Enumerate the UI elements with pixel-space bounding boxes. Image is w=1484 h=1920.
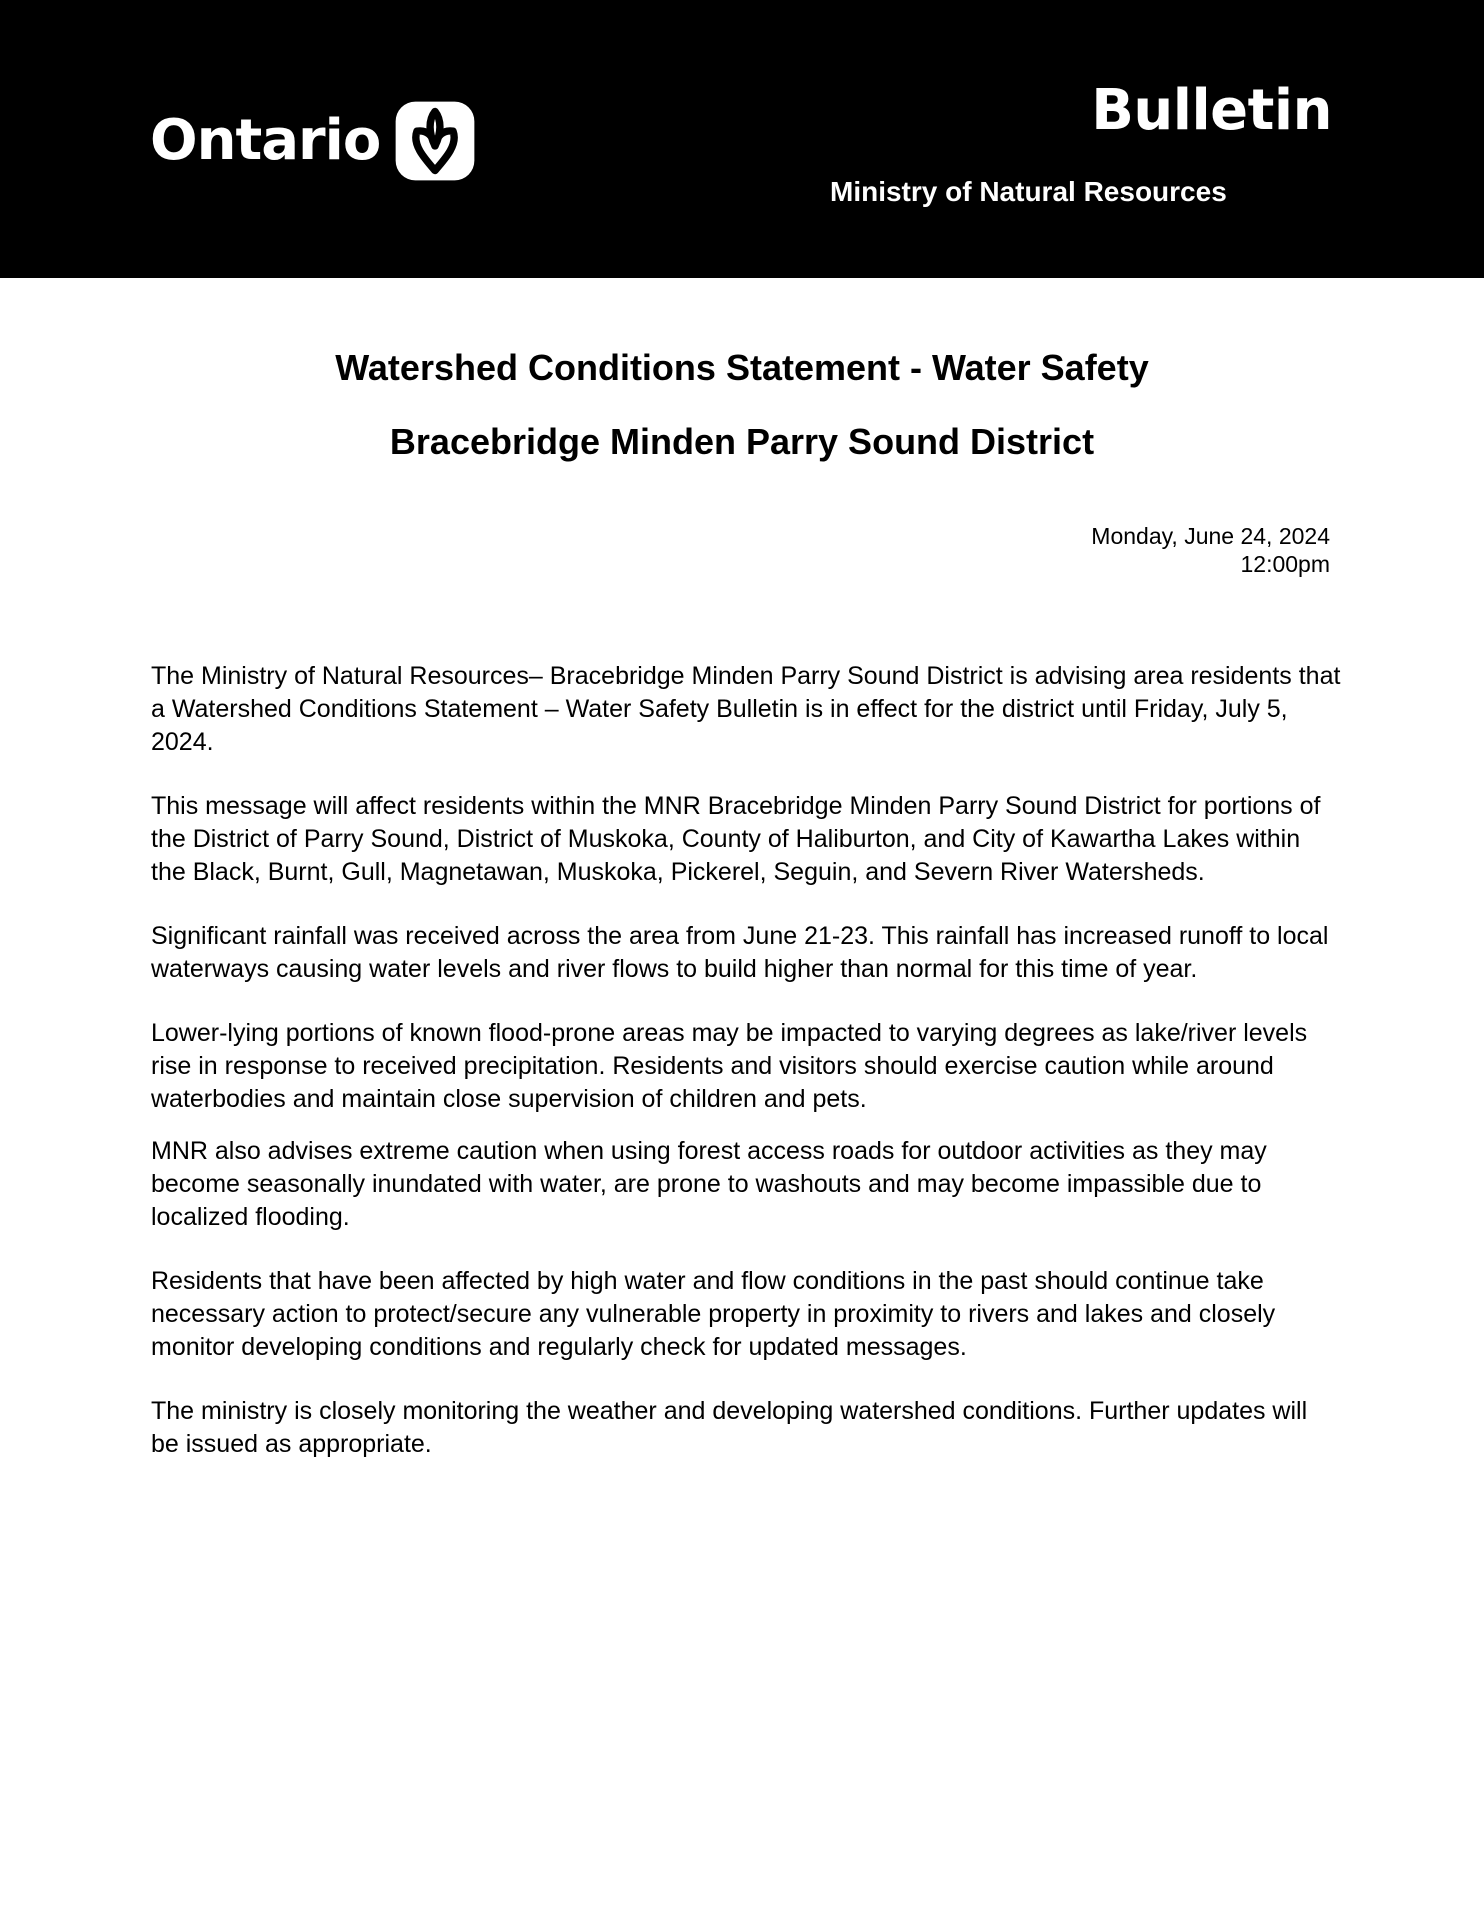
ministry-name: Ministry of Natural Resources: [830, 176, 1227, 207]
paragraph: MNR also advises extreme caution when using forest access roads for outdoor activities as they may become seasonally inundated with water, are prone to washouts and may become impassible due to localized flooding.: [151, 1137, 1267, 1231]
paragraph: The ministry is closely monitoring the weather and developing watershed conditions. Further updates will be issued as appropriate.: [151, 1397, 1308, 1458]
logo-wordmark: Ontario: [150, 108, 381, 173]
bulletin-body: [151, 660, 1341, 1461]
paragraph: This message will affect residents within the MNR Bracebridge Minden Parry Sound District for portions of the District of Parry Sound, District of Muskoka, County of Haliburton, and City of Kawartha Lakes within the Black, Burnt, Gull, Magnetawan, Muskoka, Pickerel, Seguin, and Severn River Watersheds.: [151, 792, 1321, 886]
issue-datetime: [1091, 522, 1330, 578]
paragraph: Lower-lying portions of known flood-prone areas may be impacted to varying degrees as lake/river levels rise in response to received precipitation. Residents and visitors should exercise caution while around waterbodies and maintain close supervision of children and pets.: [151, 1019, 1308, 1113]
paragraph: The Ministry of Natural Resources– Bracebridge Minden Parry Sound District is advising area residents that a Watershed Conditions Statement – Water Safety Bulletin is in effect for the district until Friday, July 5, 2024.: [151, 662, 1341, 756]
paragraph: Significant rainfall was received across the area from June 21-23. This rainfall has increased runoff to local waterways causing water levels and river flows to build higher than normal for this time of year.: [151, 922, 1329, 983]
paragraph: Residents that have been affected by high water and flow conditions in the past should continue take necessary action to protect/secure any vulnerable property in proximity to rivers and lakes and closely monitor developing conditions and regularly check for updated messages.: [151, 1267, 1276, 1361]
document-title: Watershed Conditions Statement - Water Safety: [335, 347, 1149, 388]
ontario-logo: [150, 100, 476, 182]
ontario-trillium-logo-icon: [394, 100, 476, 182]
header-banner: [0, 0, 1484, 278]
issue-date: Monday, June 24, 2024: [1091, 523, 1330, 549]
bulletin-heading: Bulletin: [1091, 78, 1332, 143]
district-title: Bracebridge Minden Parry Sound District: [389, 421, 1095, 462]
issue-time: 12:00pm: [1240, 551, 1330, 577]
